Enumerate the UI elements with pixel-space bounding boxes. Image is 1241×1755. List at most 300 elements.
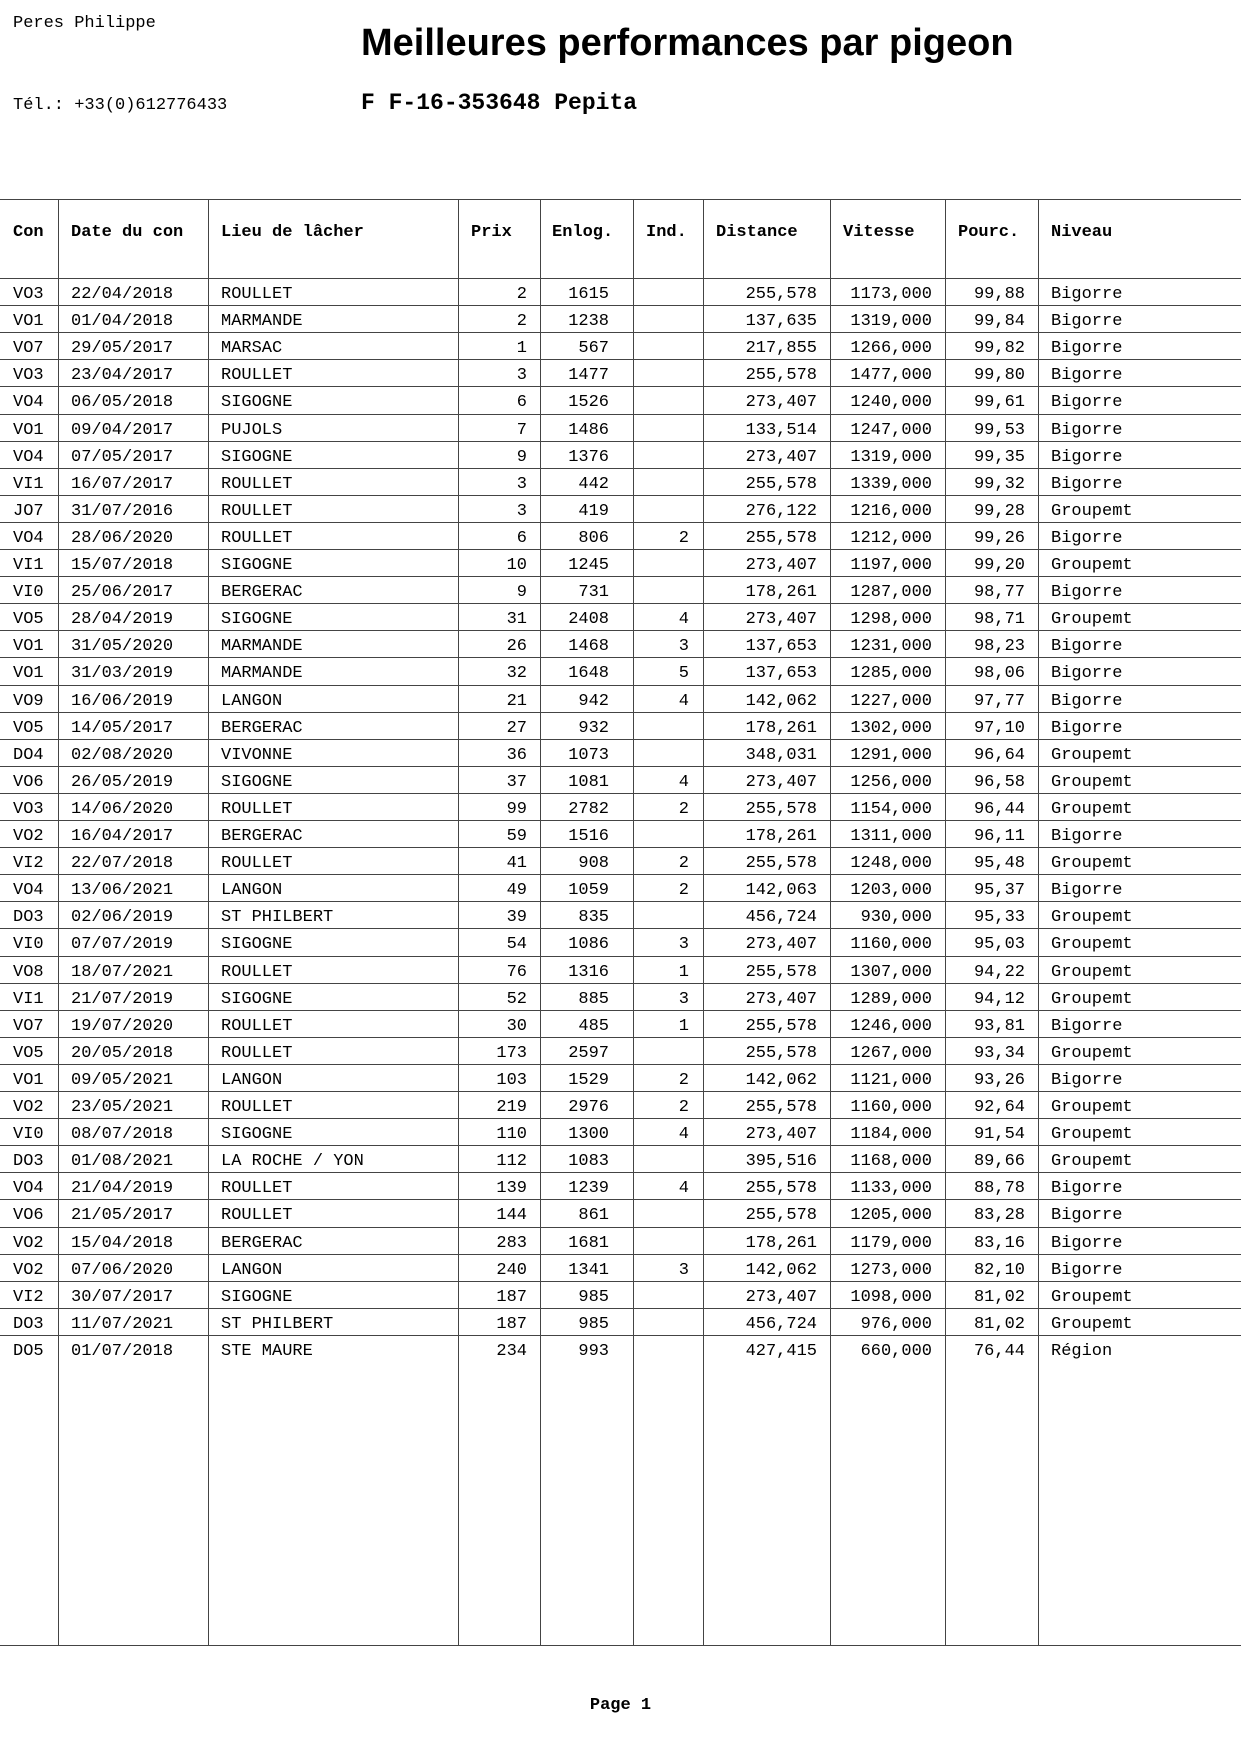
cell-pourc: 99,82 bbox=[973, 339, 1025, 359]
table-top-border bbox=[0, 199, 1241, 200]
cell-lieu: ROULLET bbox=[221, 1206, 293, 1226]
cell-date: 14/06/2020 bbox=[71, 799, 174, 819]
cell-vitesse: 1203,000 bbox=[850, 881, 932, 901]
cell-vitesse: 1307,000 bbox=[850, 962, 932, 982]
cell-lieu: MARMANDE bbox=[221, 637, 303, 657]
cell-distance: 273,407 bbox=[745, 610, 817, 630]
cell-date: 21/07/2019 bbox=[71, 989, 174, 1009]
cell-lieu: LANGON bbox=[221, 691, 283, 711]
cell-enlog: 1341 bbox=[568, 1260, 609, 1280]
cell-enlog: 1477 bbox=[568, 366, 609, 386]
cell-enlog: 885 bbox=[578, 989, 609, 1009]
cell-date: 31/07/2016 bbox=[71, 501, 174, 521]
cell-prix: 27 bbox=[506, 718, 527, 738]
cell-ind: 2 bbox=[678, 854, 689, 874]
cell-vitesse: 976,000 bbox=[860, 1314, 932, 1334]
cell-pourc: 94,22 bbox=[973, 962, 1025, 982]
cell-con: VI0 bbox=[13, 935, 44, 955]
cell-enlog: 1238 bbox=[568, 312, 609, 332]
column-header-prix: Prix bbox=[471, 223, 512, 242]
cell-con: VO4 bbox=[13, 881, 44, 901]
cell-con: VO7 bbox=[13, 339, 44, 359]
cell-niveau: Bigorre bbox=[1051, 285, 1123, 304]
cell-ind: 3 bbox=[678, 989, 689, 1009]
cell-con: VO1 bbox=[13, 637, 44, 657]
cell-prix: 54 bbox=[506, 935, 527, 955]
cell-prix: 76 bbox=[506, 962, 527, 982]
cell-vitesse: 930,000 bbox=[860, 908, 932, 928]
cell-niveau: Groupemt bbox=[1051, 501, 1133, 521]
cell-con: DO3 bbox=[13, 1152, 44, 1172]
cell-distance: 137,653 bbox=[745, 664, 817, 684]
cell-date: 21/04/2019 bbox=[71, 1179, 174, 1199]
cell-con: VO3 bbox=[13, 366, 44, 386]
cell-distance: 273,407 bbox=[745, 1287, 817, 1307]
cell-lieu: SIGOGNE bbox=[221, 935, 293, 955]
table-row bbox=[0, 1118, 1241, 1145]
table-row bbox=[0, 549, 1241, 576]
cell-distance: 255,578 bbox=[745, 1206, 817, 1226]
cell-lieu: LANGON bbox=[221, 881, 283, 901]
table-row bbox=[0, 847, 1241, 874]
cell-vitesse: 1319,000 bbox=[850, 447, 932, 467]
cell-niveau: Groupemt bbox=[1051, 1098, 1133, 1117]
cell-con: VO8 bbox=[13, 962, 44, 982]
cell-pourc: 93,81 bbox=[973, 1016, 1025, 1036]
cell-distance: 142,062 bbox=[745, 1260, 817, 1280]
cell-distance: 427,415 bbox=[745, 1341, 817, 1361]
column-header-con: Con bbox=[13, 223, 44, 242]
table-row bbox=[0, 956, 1241, 983]
cell-pourc: 92,64 bbox=[973, 1098, 1025, 1117]
cell-enlog: 1081 bbox=[568, 772, 609, 792]
cell-date: 16/04/2017 bbox=[71, 827, 174, 846]
cell-distance: 178,261 bbox=[745, 718, 817, 738]
cell-niveau: Groupemt bbox=[1051, 799, 1133, 819]
cell-con: VO4 bbox=[13, 447, 44, 467]
cell-prix: 1 bbox=[516, 339, 527, 359]
cell-distance: 178,261 bbox=[745, 827, 817, 846]
column-header-vitesse: Vitesse bbox=[843, 223, 915, 242]
cell-con: VO3 bbox=[13, 799, 44, 819]
cell-pourc: 99,84 bbox=[973, 312, 1025, 332]
cell-prix: 103 bbox=[496, 1070, 527, 1090]
cell-enlog: 835 bbox=[578, 908, 609, 928]
cell-prix: 283 bbox=[496, 1233, 527, 1253]
cell-lieu: MARMANDE bbox=[221, 312, 303, 332]
cell-vitesse: 1291,000 bbox=[850, 745, 932, 765]
cell-pourc: 95,03 bbox=[973, 935, 1025, 955]
cell-niveau: Bigorre bbox=[1051, 1179, 1123, 1199]
cell-distance: 217,855 bbox=[745, 339, 817, 359]
cell-prix: 219 bbox=[496, 1098, 527, 1117]
page-title: Meilleures performances par pigeon bbox=[361, 22, 1014, 64]
cell-ind: 3 bbox=[678, 637, 689, 657]
table-row bbox=[0, 766, 1241, 793]
cell-pourc: 99,32 bbox=[973, 474, 1025, 494]
table-row bbox=[0, 928, 1241, 955]
owner-phone: Tél.: +33(0)612776433 bbox=[13, 96, 228, 115]
table-row bbox=[0, 386, 1241, 413]
cell-pourc: 98,71 bbox=[973, 610, 1025, 630]
cell-lieu: ROULLET bbox=[221, 1179, 293, 1199]
page-footer bbox=[0, 1696, 1241, 1715]
table-row bbox=[0, 1064, 1241, 1091]
cell-ind: 4 bbox=[678, 1125, 689, 1145]
table-row bbox=[0, 278, 1241, 305]
table-row bbox=[0, 1199, 1241, 1226]
cell-date: 09/05/2021 bbox=[71, 1070, 174, 1090]
cell-niveau: Bigorre bbox=[1051, 447, 1123, 467]
cell-prix: 32 bbox=[506, 664, 527, 684]
cell-con: VI1 bbox=[13, 989, 44, 1009]
cell-lieu: SIGOGNE bbox=[221, 772, 293, 792]
cell-date: 01/04/2018 bbox=[71, 312, 174, 332]
cell-pourc: 99,35 bbox=[973, 447, 1025, 467]
cell-niveau: Bigorre bbox=[1051, 1260, 1123, 1280]
cell-vitesse: 1311,000 bbox=[850, 827, 932, 846]
table-row bbox=[0, 359, 1241, 386]
cell-prix: 37 bbox=[506, 772, 527, 792]
cell-lieu: ST PHILBERT bbox=[221, 1314, 334, 1334]
cell-con: DO5 bbox=[13, 1341, 44, 1361]
cell-niveau: Bigorre bbox=[1051, 420, 1123, 440]
cell-distance: 133,514 bbox=[745, 420, 817, 440]
cell-vitesse: 1179,000 bbox=[850, 1233, 932, 1253]
column-header-date: Date du con bbox=[71, 223, 184, 242]
cell-distance: 255,578 bbox=[745, 962, 817, 982]
table-row bbox=[0, 874, 1241, 901]
cell-enlog: 2976 bbox=[568, 1098, 609, 1117]
cell-date: 02/08/2020 bbox=[71, 745, 174, 765]
cell-con: VO4 bbox=[13, 393, 44, 413]
cell-prix: 187 bbox=[496, 1287, 527, 1307]
cell-pourc: 99,61 bbox=[973, 393, 1025, 413]
table-row bbox=[0, 739, 1241, 766]
cell-vitesse: 1248,000 bbox=[850, 854, 932, 874]
cell-prix: 173 bbox=[496, 1043, 527, 1063]
cell-vitesse: 1256,000 bbox=[850, 772, 932, 792]
cell-vitesse: 1098,000 bbox=[850, 1287, 932, 1307]
cell-prix: 9 bbox=[516, 583, 527, 603]
cell-lieu: ROULLET bbox=[221, 1043, 293, 1063]
cell-vitesse: 1160,000 bbox=[850, 1098, 932, 1117]
cell-distance: 395,516 bbox=[745, 1152, 817, 1172]
cell-date: 16/06/2019 bbox=[71, 691, 174, 711]
cell-con: VO5 bbox=[13, 718, 44, 738]
column-header-pourc: Pourc. bbox=[958, 223, 1020, 242]
table-row bbox=[0, 901, 1241, 928]
cell-vitesse: 1168,000 bbox=[850, 1152, 932, 1172]
cell-date: 07/05/2017 bbox=[71, 447, 174, 467]
cell-vitesse: 1339,000 bbox=[850, 474, 932, 494]
cell-date: 06/05/2018 bbox=[71, 393, 174, 413]
table-row bbox=[0, 1335, 1241, 1362]
cell-lieu: ROULLET bbox=[221, 1016, 293, 1036]
cell-date: 16/07/2017 bbox=[71, 474, 174, 494]
cell-lieu: ST PHILBERT bbox=[221, 908, 334, 928]
table-row bbox=[0, 685, 1241, 712]
cell-ind: 2 bbox=[678, 881, 689, 901]
cell-date: 23/05/2021 bbox=[71, 1098, 174, 1117]
cell-pourc: 99,26 bbox=[973, 528, 1025, 548]
cell-con: DO3 bbox=[13, 908, 44, 928]
cell-niveau: Bigorre bbox=[1051, 1233, 1123, 1253]
cell-distance: 456,724 bbox=[745, 908, 817, 928]
cell-vitesse: 1173,000 bbox=[850, 285, 932, 304]
cell-vitesse: 660,000 bbox=[860, 1341, 932, 1361]
cell-date: 28/06/2020 bbox=[71, 528, 174, 548]
cell-con: VO2 bbox=[13, 827, 44, 846]
cell-con: DO3 bbox=[13, 1314, 44, 1334]
cell-lieu: ROULLET bbox=[221, 799, 293, 819]
cell-date: 18/07/2021 bbox=[71, 962, 174, 982]
cell-niveau: Groupemt bbox=[1051, 854, 1133, 874]
cell-niveau: Groupemt bbox=[1051, 610, 1133, 630]
cell-pourc: 81,02 bbox=[973, 1314, 1025, 1334]
cell-enlog: 485 bbox=[578, 1016, 609, 1036]
cell-pourc: 99,80 bbox=[973, 366, 1025, 386]
cell-con: VO4 bbox=[13, 528, 44, 548]
cell-niveau: Bigorre bbox=[1051, 881, 1123, 901]
cell-enlog: 1529 bbox=[568, 1070, 609, 1090]
cell-lieu: BERGERAC bbox=[221, 1233, 303, 1253]
cell-con: VO2 bbox=[13, 1098, 44, 1117]
cell-prix: 6 bbox=[516, 393, 527, 413]
cell-enlog: 861 bbox=[578, 1206, 609, 1226]
column-header-enlog: Enlog. bbox=[552, 223, 614, 242]
cell-pourc: 95,37 bbox=[973, 881, 1025, 901]
cell-lieu: ROULLET bbox=[221, 528, 293, 548]
cell-pourc: 83,16 bbox=[973, 1233, 1025, 1253]
cell-lieu: BERGERAC bbox=[221, 718, 303, 738]
cell-enlog: 932 bbox=[578, 718, 609, 738]
cell-date: 31/05/2020 bbox=[71, 637, 174, 657]
cell-vitesse: 1287,000 bbox=[850, 583, 932, 603]
table-row bbox=[0, 1172, 1241, 1199]
cell-enlog: 1681 bbox=[568, 1233, 609, 1253]
table-row bbox=[0, 820, 1241, 847]
cell-niveau: Bigorre bbox=[1051, 528, 1123, 548]
cell-distance: 178,261 bbox=[745, 583, 817, 603]
cell-enlog: 942 bbox=[578, 691, 609, 711]
cell-lieu: SIGOGNE bbox=[221, 556, 293, 575]
cell-ind: 2 bbox=[678, 1070, 689, 1090]
cell-prix: 31 bbox=[506, 610, 527, 630]
cell-prix: 49 bbox=[506, 881, 527, 901]
cell-distance: 178,261 bbox=[745, 1233, 817, 1253]
cell-con: VO1 bbox=[13, 664, 44, 684]
cell-distance: 273,407 bbox=[745, 989, 817, 1009]
cell-distance: 137,635 bbox=[745, 312, 817, 332]
cell-date: 28/04/2019 bbox=[71, 610, 174, 630]
cell-date: 07/06/2020 bbox=[71, 1260, 174, 1280]
cell-con: VI0 bbox=[13, 1125, 44, 1145]
cell-prix: 3 bbox=[516, 501, 527, 521]
cell-con: VI1 bbox=[13, 556, 44, 575]
cell-pourc: 99,53 bbox=[973, 420, 1025, 440]
cell-niveau: Groupemt bbox=[1051, 1314, 1133, 1334]
cell-distance: 273,407 bbox=[745, 556, 817, 575]
cell-vitesse: 1246,000 bbox=[850, 1016, 932, 1036]
cell-distance: 142,063 bbox=[745, 881, 817, 901]
cell-prix: 7 bbox=[516, 420, 527, 440]
cell-pourc: 98,06 bbox=[973, 664, 1025, 684]
cell-vitesse: 1298,000 bbox=[850, 610, 932, 630]
cell-con: VO9 bbox=[13, 691, 44, 711]
cell-distance: 273,407 bbox=[745, 447, 817, 467]
cell-lieu: MARSAC bbox=[221, 339, 283, 359]
cell-lieu: BERGERAC bbox=[221, 583, 303, 603]
cell-niveau: Bigorre bbox=[1051, 312, 1123, 332]
cell-prix: 36 bbox=[506, 745, 527, 765]
table-row bbox=[0, 576, 1241, 603]
cell-niveau: Groupemt bbox=[1051, 935, 1133, 955]
cell-pourc: 99,28 bbox=[973, 501, 1025, 521]
cell-niveau: Bigorre bbox=[1051, 664, 1123, 684]
cell-niveau: Bigorre bbox=[1051, 366, 1123, 386]
table-row bbox=[0, 657, 1241, 684]
table-row bbox=[0, 332, 1241, 359]
pigeon-id: F F-16-353648 Pepita bbox=[361, 90, 638, 116]
table-row bbox=[0, 1091, 1241, 1118]
cell-date: 30/07/2017 bbox=[71, 1287, 174, 1307]
cell-vitesse: 1289,000 bbox=[850, 989, 932, 1009]
cell-vitesse: 1302,000 bbox=[850, 718, 932, 738]
cell-con: VI2 bbox=[13, 1287, 44, 1307]
cell-distance: 255,578 bbox=[745, 528, 817, 548]
page-number: Page 1 bbox=[589, 1696, 652, 1715]
cell-enlog: 1086 bbox=[568, 935, 609, 955]
cell-con: VO2 bbox=[13, 1233, 44, 1253]
cell-ind: 3 bbox=[678, 935, 689, 955]
cell-con: VI2 bbox=[13, 854, 44, 874]
table-row bbox=[0, 1010, 1241, 1037]
cell-prix: 2 bbox=[516, 285, 527, 304]
cell-vitesse: 1227,000 bbox=[850, 691, 932, 711]
cell-vitesse: 1273,000 bbox=[850, 1260, 932, 1280]
cell-prix: 240 bbox=[496, 1260, 527, 1280]
cell-ind: 5 bbox=[678, 664, 689, 684]
table-row bbox=[0, 712, 1241, 739]
cell-vitesse: 1216,000 bbox=[850, 501, 932, 521]
cell-enlog: 1083 bbox=[568, 1152, 609, 1172]
cell-niveau: Groupemt bbox=[1051, 1043, 1133, 1063]
cell-enlog: 731 bbox=[578, 583, 609, 603]
cell-prix: 187 bbox=[496, 1314, 527, 1334]
cell-enlog: 2408 bbox=[568, 610, 609, 630]
cell-con: VO6 bbox=[13, 1206, 44, 1226]
cell-ind: 4 bbox=[678, 772, 689, 792]
cell-pourc: 96,58 bbox=[973, 772, 1025, 792]
cell-enlog: 2782 bbox=[568, 799, 609, 819]
cell-enlog: 993 bbox=[578, 1341, 609, 1361]
cell-lieu: LA ROCHE / YON bbox=[221, 1152, 364, 1172]
cell-niveau: Bigorre bbox=[1051, 637, 1123, 657]
cell-prix: 59 bbox=[506, 827, 527, 846]
cell-pourc: 96,44 bbox=[973, 799, 1025, 819]
cell-niveau: Bigorre bbox=[1051, 474, 1123, 494]
table-bottom-border bbox=[0, 1645, 1241, 1646]
table-row bbox=[0, 1145, 1241, 1172]
cell-niveau: Bigorre bbox=[1051, 1206, 1123, 1226]
cell-pourc: 88,78 bbox=[973, 1179, 1025, 1199]
cell-date: 15/07/2018 bbox=[71, 556, 174, 575]
cell-lieu: SIGOGNE bbox=[221, 989, 293, 1009]
cell-distance: 456,724 bbox=[745, 1314, 817, 1334]
cell-niveau: Groupemt bbox=[1051, 1287, 1133, 1307]
cell-vitesse: 1477,000 bbox=[850, 366, 932, 386]
cell-enlog: 985 bbox=[578, 1287, 609, 1307]
cell-enlog: 419 bbox=[578, 501, 609, 521]
cell-prix: 41 bbox=[506, 854, 527, 874]
cell-date: 08/07/2018 bbox=[71, 1125, 174, 1145]
cell-date: 09/04/2017 bbox=[71, 420, 174, 440]
cell-date: 29/05/2017 bbox=[71, 339, 174, 359]
column-header-ind: Ind. bbox=[646, 223, 687, 242]
cell-ind: 2 bbox=[678, 799, 689, 819]
cell-lieu: SIGOGNE bbox=[221, 1125, 293, 1145]
cell-con: VO4 bbox=[13, 1179, 44, 1199]
cell-vitesse: 1205,000 bbox=[850, 1206, 932, 1226]
table-row bbox=[0, 1281, 1241, 1308]
column-header-distance: Distance bbox=[716, 223, 798, 242]
cell-niveau: Groupemt bbox=[1051, 556, 1133, 575]
cell-ind: 2 bbox=[678, 1098, 689, 1117]
cell-ind: 4 bbox=[678, 610, 689, 630]
cell-enlog: 1073 bbox=[568, 745, 609, 765]
cell-distance: 255,578 bbox=[745, 854, 817, 874]
cell-distance: 255,578 bbox=[745, 1016, 817, 1036]
cell-date: 15/04/2018 bbox=[71, 1233, 174, 1253]
cell-date: 26/05/2019 bbox=[71, 772, 174, 792]
cell-con: VO1 bbox=[13, 312, 44, 332]
cell-ind: 3 bbox=[678, 1260, 689, 1280]
cell-con: VO6 bbox=[13, 772, 44, 792]
cell-niveau: Groupemt bbox=[1051, 962, 1133, 982]
cell-date: 31/03/2019 bbox=[71, 664, 174, 684]
cell-pourc: 96,11 bbox=[973, 827, 1025, 846]
cell-lieu: ROULLET bbox=[221, 285, 293, 304]
cell-vitesse: 1154,000 bbox=[850, 799, 932, 819]
table-row bbox=[0, 522, 1241, 549]
cell-prix: 144 bbox=[496, 1206, 527, 1226]
cell-lieu: LANGON bbox=[221, 1070, 283, 1090]
table-row bbox=[0, 603, 1241, 630]
cell-distance: 273,407 bbox=[745, 772, 817, 792]
table-row bbox=[0, 630, 1241, 657]
cell-lieu: LANGON bbox=[221, 1260, 283, 1280]
cell-date: 07/07/2019 bbox=[71, 935, 174, 955]
column-header-lieu: Lieu de lâcher bbox=[221, 223, 364, 242]
cell-lieu: ROULLET bbox=[221, 1098, 293, 1117]
cell-date: 11/07/2021 bbox=[71, 1314, 174, 1334]
cell-con: VO3 bbox=[13, 285, 44, 304]
cell-prix: 234 bbox=[496, 1341, 527, 1361]
cell-niveau: Bigorre bbox=[1051, 393, 1123, 413]
cell-prix: 6 bbox=[516, 528, 527, 548]
cell-date: 14/05/2017 bbox=[71, 718, 174, 738]
cell-niveau: Groupemt bbox=[1051, 1152, 1133, 1172]
cell-con: VI0 bbox=[13, 583, 44, 603]
cell-pourc: 96,64 bbox=[973, 745, 1025, 765]
cell-prix: 2 bbox=[516, 312, 527, 332]
cell-distance: 276,122 bbox=[745, 501, 817, 521]
cell-distance: 255,578 bbox=[745, 1179, 817, 1199]
cell-vitesse: 1231,000 bbox=[850, 637, 932, 657]
cell-distance: 255,578 bbox=[745, 285, 817, 304]
cell-vitesse: 1285,000 bbox=[850, 664, 932, 684]
